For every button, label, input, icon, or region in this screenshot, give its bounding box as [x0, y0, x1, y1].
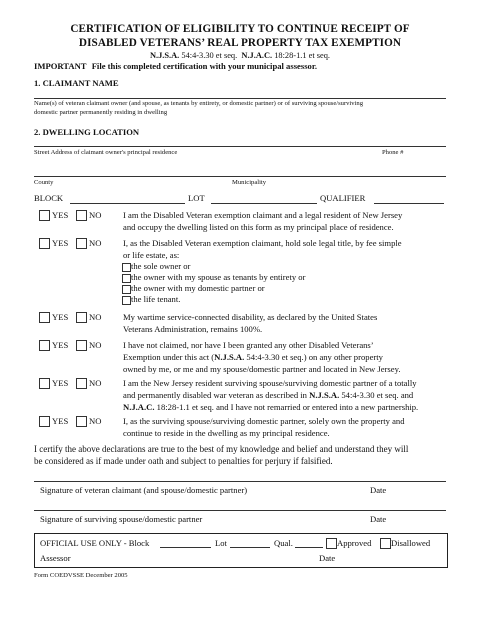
- official-qual-label: Qual.: [274, 538, 293, 548]
- statement-5-line-1: I am the New Jersey resident surviving spouse/surviving domestic partner of a totally: [123, 378, 417, 388]
- statement-6-yes-checkbox[interactable]: [39, 416, 50, 427]
- certify-line-1: I certify the above declarations are true to the best of my knowledge and belief and understand they will: [34, 444, 409, 454]
- date-label: Date: [370, 514, 387, 524]
- municipality-caption: Municipality: [232, 179, 267, 186]
- statute-citation: [0, 51, 480, 60]
- form-id: Form COEDVSSE December 2005: [34, 572, 128, 579]
- statement-2-yes-checkbox[interactable]: [39, 238, 50, 249]
- no-label: NO: [89, 416, 102, 426]
- njac-value: 18:28-1.1 et seq.: [274, 51, 331, 60]
- statement-5-line-2-pre: and permanently disabled war veteran as described in: [123, 390, 310, 400]
- important-label: IMPORTANT: [34, 61, 87, 71]
- statement-4-line-1: I have not claimed, nor have I been granted any other Disabled Veterans’: [123, 340, 374, 350]
- no-label: NO: [89, 378, 102, 388]
- statement-4-line-2: [123, 352, 383, 362]
- official-use-label: OFFICIAL USE ONLY - Block: [40, 538, 150, 548]
- certify-line-2: be considered as if made under oath and subject to penalties for perjury if falsified.: [34, 456, 333, 466]
- no-label: NO: [89, 312, 102, 322]
- option-life-tenant: the life tenant.: [131, 294, 181, 304]
- qualifier-field[interactable]: [374, 203, 444, 204]
- statement-1-line-2: and occupy the dwelling listed on this form as my principal place of residence.: [123, 222, 394, 232]
- official-qual-field[interactable]: [295, 547, 323, 548]
- claimant-name-line[interactable]: [34, 98, 446, 99]
- no-label: NO: [89, 340, 102, 350]
- no-label: NO: [89, 210, 102, 220]
- option-owner-with-spouse: the owner with my spouse as tenants by entirety or: [131, 272, 306, 282]
- statement-2-line-1: I, as the Disabled Veteran exemption claimant, hold sole legal title, by fee simple: [123, 238, 402, 248]
- disallowed-label: Disallowed: [391, 538, 431, 548]
- surviving-spouse-signature-label: Signature of surviving spouse/domestic partner: [40, 514, 203, 524]
- statement-6-line-2: continue to reside in the dwelling as my principal residence.: [123, 428, 330, 438]
- official-date-label: Date: [319, 553, 336, 563]
- njsa-label: N.J.S.A.: [309, 390, 340, 400]
- option-owner-with-partner: the owner with my domestic partner or: [131, 283, 265, 293]
- claimant-name-caption-2: domestic partner permanently residing in dwelling: [34, 109, 168, 116]
- claimant-signature-line[interactable]: [34, 481, 446, 482]
- statement-6-line-1: I, as the surviving spouse/surviving domestic partner, solely own the property and: [123, 416, 405, 426]
- statement-2-line-2: or life estate, as:: [123, 250, 180, 260]
- statement-2-no-checkbox[interactable]: [76, 238, 87, 249]
- statement-5-line-2: [123, 390, 413, 400]
- street-address-line[interactable]: [34, 146, 446, 147]
- statement-1-line-1: I am the Disabled Veteran exemption claimant and a legal resident of New Jersey: [123, 210, 403, 220]
- no-label: NO: [89, 238, 102, 248]
- statement-5-line-3-post: 18:28-1.1 et seq. and I have not remarried or entered into a new partnership.: [154, 402, 419, 412]
- option-sole-owner: the sole owner or: [131, 261, 191, 271]
- statement-3-line-1: My wartime service-connected disability, as declared by the United States: [123, 312, 378, 322]
- owner-with-spouse-checkbox[interactable]: [122, 274, 131, 283]
- disallowed-checkbox[interactable]: [380, 538, 391, 549]
- njsa-label: N.J.S.A.: [214, 352, 245, 362]
- county-municipality-line[interactable]: [34, 176, 446, 177]
- yes-label: YES: [52, 312, 69, 322]
- section-1-heading: 1. CLAIMANT NAME: [34, 78, 119, 88]
- assessor-label: Assessor: [40, 553, 71, 563]
- njsa-label: N.J.S.A.: [149, 51, 180, 60]
- statement-1-yes-checkbox[interactable]: [39, 210, 50, 221]
- statement-3-yes-checkbox[interactable]: [39, 312, 50, 323]
- statement-4-yes-checkbox[interactable]: [39, 340, 50, 351]
- statement-5-line-2-post: 54:4-3.30 et seq. and: [339, 390, 414, 400]
- statement-5-yes-checkbox[interactable]: [39, 378, 50, 389]
- statement-4-line-3: owned by me, or me and my spouse/domestic partner and located in New Jersey.: [123, 364, 401, 374]
- claimant-name-caption-1: Name(s) of veteran claimant owner (and spouse, as tenants by entirety, or domestic partner) or of surviving spouse/surviving: [34, 100, 363, 107]
- yes-label: YES: [52, 378, 69, 388]
- county-caption: County: [34, 179, 54, 186]
- yes-label: YES: [52, 238, 69, 248]
- yes-label: YES: [52, 340, 69, 350]
- statement-4-no-checkbox[interactable]: [76, 340, 87, 351]
- phone-caption: Phone #: [382, 149, 404, 156]
- statement-4-line-2-post: 54:4-3.30 et seq.) on any other property: [244, 352, 383, 362]
- official-lot-label: Lot: [215, 538, 227, 548]
- street-address-caption: Street Address of claimant owner's principal residence: [34, 149, 178, 156]
- qualifier-label: QUALIFIER: [320, 193, 366, 203]
- owner-with-partner-checkbox[interactable]: [122, 285, 131, 294]
- lot-label: LOT: [188, 193, 205, 203]
- statement-3-line-2: Veterans Administration, remains 100%.: [123, 324, 263, 334]
- date-label: Date: [370, 485, 387, 495]
- approved-label: Approved: [337, 538, 372, 548]
- block-field[interactable]: [70, 203, 185, 204]
- njsa-value: 54:4-3.30 et seq.: [181, 51, 238, 60]
- form-title-line-1: CERTIFICATION OF ELIGIBILITY TO CONTINUE RECEIPT OF: [70, 23, 410, 35]
- yes-label: YES: [52, 416, 69, 426]
- statement-5-no-checkbox[interactable]: [76, 378, 87, 389]
- surviving-spouse-signature-line[interactable]: [34, 510, 446, 511]
- njac-label: N.J.A.C.: [123, 402, 155, 412]
- official-lot-field[interactable]: [230, 547, 270, 548]
- official-block-field[interactable]: [160, 547, 211, 548]
- block-label: BLOCK: [34, 193, 64, 203]
- statement-1-no-checkbox[interactable]: [76, 210, 87, 221]
- statement-6-no-checkbox[interactable]: [76, 416, 87, 427]
- important-note: [34, 61, 317, 71]
- lot-field[interactable]: [211, 203, 317, 204]
- statement-3-no-checkbox[interactable]: [76, 312, 87, 323]
- life-tenant-checkbox[interactable]: [122, 296, 131, 305]
- statement-4-line-2-pre: Exemption under this act (: [123, 352, 215, 362]
- section-2-heading: 2. DWELLING LOCATION: [34, 127, 140, 137]
- sole-owner-checkbox[interactable]: [122, 263, 131, 272]
- njac-label: N.J.A.C.: [241, 51, 273, 60]
- approved-checkbox[interactable]: [326, 538, 337, 549]
- form-title-line-2: DISABLED VETERANS’ REAL PROPERTY TAX EXEMPTION: [78, 37, 402, 49]
- statement-5-line-3: [123, 402, 418, 412]
- important-text: File this completed certification with your municipal assessor.: [91, 61, 318, 71]
- yes-label: YES: [52, 210, 69, 220]
- claimant-signature-label: Signature of veteran claimant (and spouse/domestic partner): [40, 485, 248, 495]
